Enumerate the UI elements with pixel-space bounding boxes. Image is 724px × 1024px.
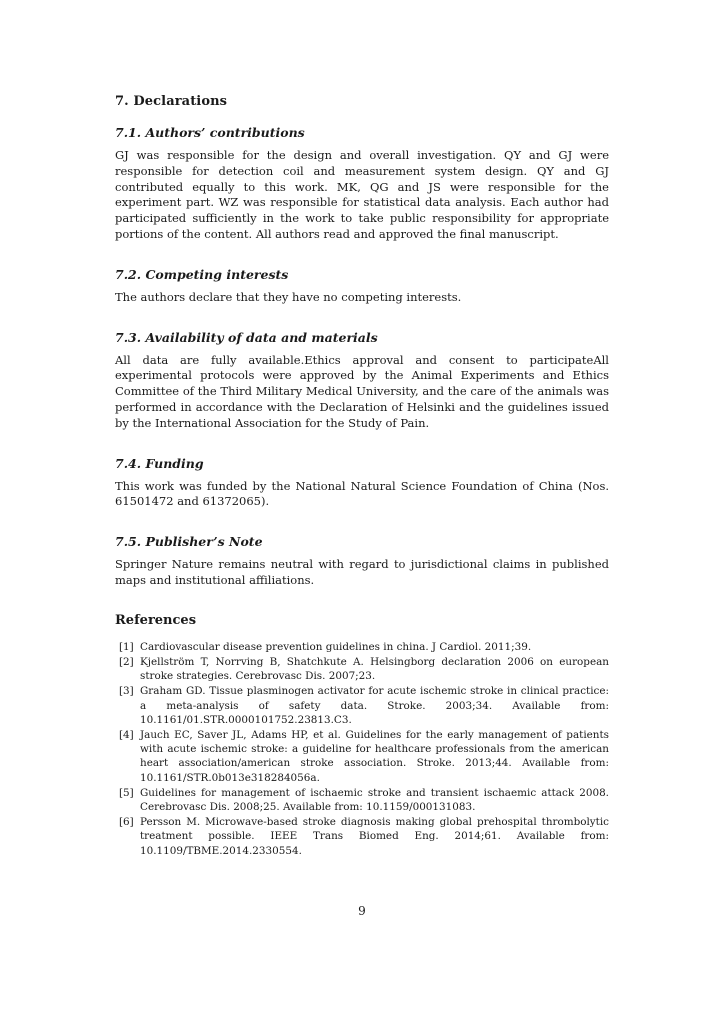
subsection-heading-availability: 7.3. Availability of data and materials (115, 329, 378, 345)
paragraph-funding: This work was funded by the National Natural Science Foundation of China (Nos. 61501472 and 61372065). (115, 478, 609, 509)
paragraph-authors-contributions: GJ was responsible for the design and overall investigation. QY and GJ were responsible for detection coil and measurement system design. QY and GJ contributed equally to this work. MK, QG and JS were responsible for the experiment part. WZ was responsible for statistical data analysis. Each author had participated sufficiently in the work to take public responsibility for appropriate portions of the content. All authors read and approved the final manuscript. (115, 148, 609, 241)
page-number: 9 (358, 904, 366, 918)
reference-text: Guidelines for management of ischaemic stroke and transient ischaemic attack 2008. Cerebrovasc Dis. 2008;25. Available from: 10.1159/000131083. (140, 786, 609, 813)
reference-item (115, 640, 609, 654)
subsection-heading-authors-contributions: 7.1. Authors’ contributions (115, 125, 305, 140)
reference-text: Cardiovascular disease prevention guidelines in china. J Cardiol. 2011;39. (140, 640, 532, 653)
reference-item (115, 786, 609, 814)
reference-number: [2] (119, 655, 134, 668)
subsection-heading-publishers-note: 7.5. Publisher’s Note (115, 534, 263, 550)
paragraph-availability: All data are fully available.Ethics approval and consent to participateAll experimental protocols were approved by the Animal Experiments and Ethics Committee of the Third Military Medical University, and the care of the animals was performed in accordance with the Declaration of Helsinki and the guidelines issued by the International Association for the Study of Pain. (115, 352, 609, 430)
subsection-heading-funding: 7.4. Funding (115, 455, 204, 471)
reference-item (115, 728, 609, 785)
reference-text: Persson M. Microwave-based stroke diagnosis making global prehospital thrombolytic treatment possible. IEEE Trans Biomed Eng. 2014;61. Available from: 10.1109/TBME.2014.2330554. (140, 816, 609, 857)
paragraph-competing-interests: The authors declare that they have no competing interests. (115, 289, 462, 304)
reference-text: Graham GD. Tissue plasminogen activator for acute ischemic stroke in clinical practice: a meta-analysis of safety data. Stroke. 2003;34. Available from: 10.1161/01.STR.0000101752.23813.C3. (140, 685, 609, 726)
reference-text: Kjellström T, Norrving B, Shatchkute A. Helsingborg declaration 2006 on european stroke strategies. Cerebrovasc Dis. 2007;23. (140, 655, 609, 683)
section-heading-declarations: 7. Declarations (115, 94, 228, 109)
references-list (115, 640, 609, 858)
references-heading: References (115, 612, 197, 628)
reference-number: [3] (119, 685, 134, 698)
paragraph-publishers-note: Springer Nature remains neutral with regard to jurisdictional claims in published maps and institutional affiliations. (115, 557, 609, 587)
reference-item (115, 684, 609, 727)
reference-number: [4] (119, 728, 134, 741)
reference-number: [5] (119, 786, 134, 799)
reference-number: [1] (119, 640, 134, 653)
reference-text: Jauch EC, Saver JL, Adams HP, et al. Guidelines for the early management of patients with acute ischemic stroke: a guideline for healthcare professionals from the american heart association/american stroke association. Stroke. 2013;44. Available from: 10.1161/STR.0b013e318284056a. (140, 728, 609, 784)
reference-item (115, 655, 609, 683)
reference-item (115, 815, 609, 858)
subsection-heading-competing-interests: 7.2. Competing interests (115, 266, 289, 282)
page-content (115, 94, 609, 859)
reference-number: [6] (119, 816, 134, 829)
